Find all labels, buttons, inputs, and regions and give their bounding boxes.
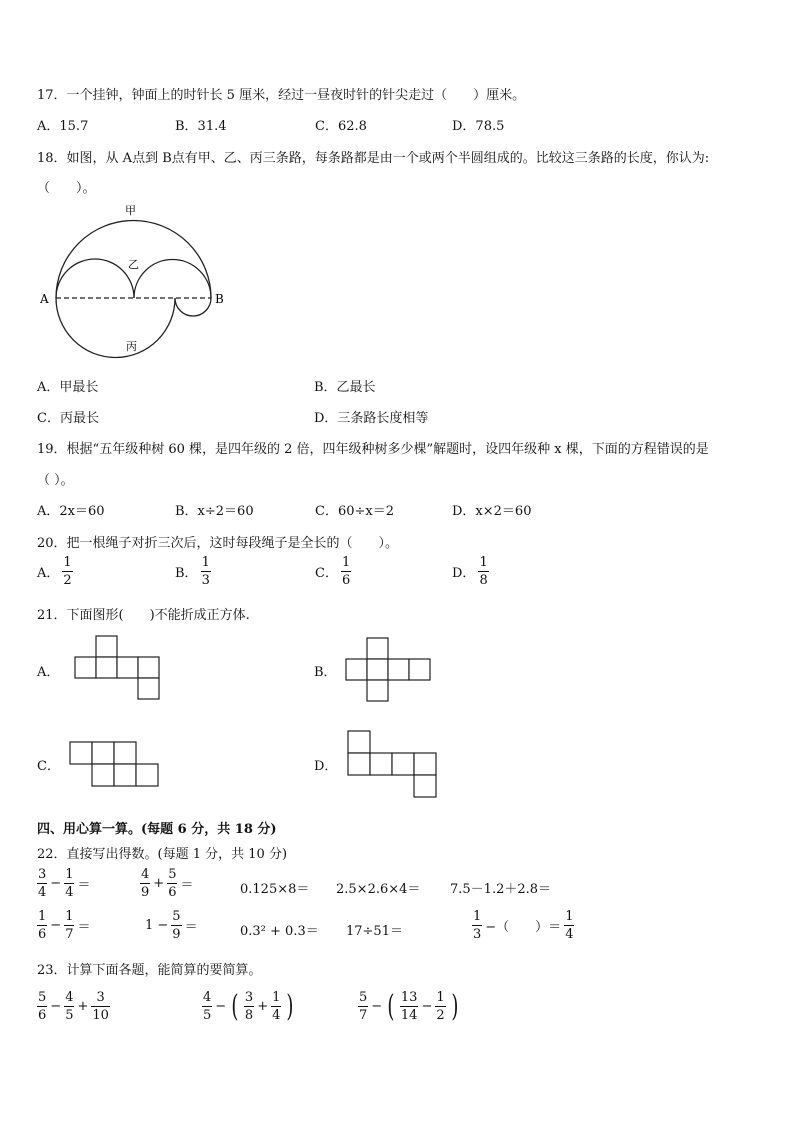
q21-option-a-label[interactable]: A． <box>37 665 60 680</box>
q21-option-b-label[interactable]: B． <box>314 665 337 680</box>
net-a <box>75 636 159 699</box>
label-point-a: A <box>40 292 49 306</box>
label-point-b: B <box>215 292 224 306</box>
q17-option-b[interactable]: B．31.4 <box>175 119 227 134</box>
q19-text-line2: （ ）。 <box>37 473 74 488</box>
q19-text-line1: 19．根据“五年级种树 60 棵，是四年级的 2 倍，四年级种树多少棵”解题时，设四年级种 x 棵，下面的方程错误的是 <box>37 442 709 457</box>
left-paren: ( <box>387 988 395 1024</box>
right-paren: ) <box>450 988 459 1024</box>
q20-option-b-label: B． <box>175 566 198 581</box>
q18-option-c[interactable]: C．丙最长 <box>37 411 99 426</box>
q20-option-d-fraction: $\frac{1}{8}$ <box>479 555 488 588</box>
q20-option-b-fraction: $\frac{1}{3}$ <box>201 555 210 588</box>
q20-option-d-label: D． <box>452 566 476 581</box>
q20-option-a-fraction: $\frac{1}{2}$ <box>63 555 72 588</box>
section4-title: 四、用心算一算。(每题 6 分，共 18 分) <box>37 822 277 837</box>
q17-option-a[interactable]: A．15.7 <box>37 119 89 134</box>
q19-option-c[interactable]: C．60÷x＝2 <box>315 504 394 519</box>
q19-option-b[interactable]: B．x÷2＝60 <box>175 504 254 519</box>
q20-text: 20．把一根绳子对折三次后，这时每段绳子是全长的（ ）。 <box>37 536 399 551</box>
q17-option-c[interactable]: C．62.8 <box>315 119 367 134</box>
q17-option-d[interactable]: D．78.5 <box>452 119 505 134</box>
q22-row2-expr5: $\frac{1}{3}$ −（ ）＝ $\frac{1}{4}$ <box>473 909 574 942</box>
right-paren: ) <box>286 988 294 1024</box>
q22-row1-expr1: $\frac{3}{4}$ − $\frac{1}{4}$ ＝ <box>38 867 91 900</box>
q23-expr1: $\frac{5}{6}$ − $\frac{4}{5}$ + $\frac{3}{10}$ <box>38 990 109 1023</box>
q19-option-a[interactable]: A．2x＝60 <box>37 504 105 519</box>
q22-row2-expr4: 17÷51＝ <box>346 924 403 939</box>
q22-row2-expr3: 0.3² + 0.3＝ <box>240 924 319 939</box>
q22-row1-expr3: 0.125×8＝ <box>240 882 310 897</box>
q22-text: 22．直接写出得数。(每题 1 分，共 10 分) <box>37 847 288 862</box>
q18-option-d[interactable]: D．三条路长度相等 <box>314 411 429 426</box>
q20-option-c-fraction: $\frac{1}{6}$ <box>341 555 351 588</box>
q23-text: 23．计算下面各题，能简算的要简算。 <box>37 963 262 978</box>
q22-row1-expr4: 2.5×2.6×4＝ <box>336 882 421 897</box>
q17-text: 17．一个挂钟，钟面上的时针长 5 厘米，经过一昼夜时针的针尖走过（ ）厘米。 <box>37 88 526 103</box>
q19-option-d[interactable]: D．x×2＝60 <box>452 504 532 519</box>
q20-option-c-label: C． <box>315 566 338 581</box>
label-yi: 乙 <box>128 258 139 271</box>
q22-row2-expr1: $\frac{1}{6}$ − $\frac{1}{7}$ ＝ <box>38 909 91 942</box>
label-bing: 丙 <box>126 340 137 353</box>
q18-option-a[interactable]: A．甲最长 <box>37 380 99 395</box>
q21-option-d-label[interactable]: D． <box>314 759 338 774</box>
q18-option-b[interactable]: B．乙最长 <box>314 380 376 395</box>
net-b <box>346 638 430 701</box>
q21-option-c-label[interactable]: C． <box>37 759 60 774</box>
net-c <box>70 742 158 786</box>
q21-text: 21．下面图形( )不能折成正方体. <box>37 608 250 623</box>
q22-row1-expr5: 7.5－1.2＋2.8＝ <box>450 882 552 897</box>
net-d <box>348 731 436 797</box>
q22-row1-expr2: $\frac{4}{9}$ + $\frac{5}{6}$ ＝ <box>141 867 194 900</box>
left-paren: ( <box>231 988 239 1024</box>
q18-text-line2: （ ）。 <box>37 181 96 196</box>
q18-text-line1: 18．如图，从 A点到 B点有甲、乙、丙三条路，每条路都是由一个或两个半圆组成的。比较这三条路的长度，你认为: <box>37 151 710 166</box>
q20-option-a-label: A． <box>37 566 60 581</box>
q23-expr3: $\frac{5}{7}$ − ( $\frac{13}{14}$ − $\frac{1}{2}$ ) <box>359 988 459 1024</box>
q23-expr2: $\frac{4}{5}$ − ( $\frac{3}{8}$ + $\frac{1}{4}$ ) <box>203 988 294 1024</box>
q22-row2-expr2: 1 − $\frac{5}{9}$ ＝ <box>145 909 198 942</box>
label-jia: 甲 <box>125 204 136 217</box>
